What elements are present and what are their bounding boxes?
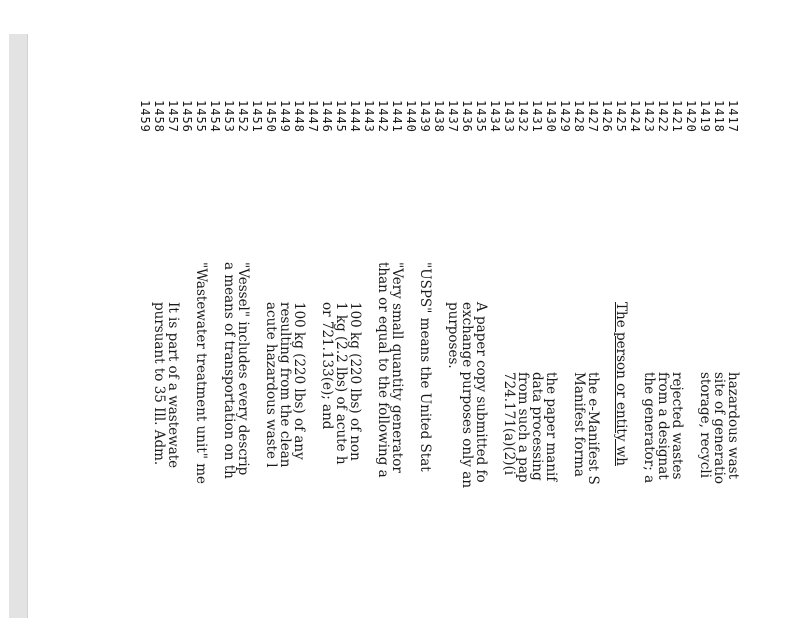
line-number: 1424 [628, 100, 642, 133]
line-1441 [390, 0, 404, 618]
line-text: a means of transportation on th [221, 262, 237, 479]
line-number: 1458 [152, 100, 166, 133]
line-1422 [656, 0, 670, 618]
line-number: 1450 [264, 100, 278, 133]
line-text: "Very small quantity generator [389, 262, 405, 473]
line-1420 [684, 0, 698, 618]
line-text: pursuant to 35 Ill. Adm. [151, 302, 167, 466]
line-number: 1456 [180, 100, 194, 133]
line-1417 [726, 0, 740, 618]
line-number: 1443 [362, 100, 376, 133]
line-1457 [166, 0, 180, 618]
line-number: 1442 [376, 100, 390, 133]
line-1435 [474, 0, 488, 618]
line-text: acute hazardous waste l [263, 302, 279, 468]
line-text: exchange purposes only an [459, 302, 475, 489]
line-number: 1451 [250, 100, 264, 133]
line-text: from such a pap [515, 372, 531, 483]
line-number: 1439 [418, 100, 432, 133]
line-1445 [334, 0, 348, 618]
line-number: 1459 [138, 100, 152, 133]
line-number: 1419 [698, 100, 712, 133]
line-text: hazardous wast [725, 372, 741, 479]
line-text: "Wastewater treatment unit" me [193, 262, 209, 485]
line-number: 1455 [194, 100, 208, 133]
line-text: The person or entity wh [613, 302, 629, 466]
line-number: 1418 [712, 100, 726, 133]
line-number: 1436 [460, 100, 474, 133]
line-number: 1430 [544, 100, 558, 133]
line-number: 1432 [516, 100, 530, 133]
line-1426 [600, 0, 614, 618]
line-number: 1448 [292, 100, 306, 133]
line-text: site of generatio [711, 372, 727, 485]
line-text: the generator; a [641, 372, 657, 484]
line-number: 1423 [642, 100, 656, 133]
line-1430 [544, 0, 558, 618]
line-1421 [670, 0, 684, 618]
line-text: It is part of a wastewate [165, 302, 181, 469]
line-number: 1440 [404, 100, 418, 133]
line-1440 [404, 0, 418, 618]
line-1451 [250, 0, 264, 618]
line-1429 [558, 0, 572, 618]
line-text: purposes. [445, 302, 461, 369]
line-number: 1428 [572, 100, 586, 133]
line-1456 [180, 0, 194, 618]
line-1447 [306, 0, 320, 618]
line-1434 [488, 0, 502, 618]
line-number: 1434 [488, 100, 502, 133]
line-number: 1437 [446, 100, 460, 133]
line-number: 1427 [586, 100, 600, 133]
line-text: 100 kg (220 lbs) of any [291, 302, 307, 460]
line-text: resulting from the clean [277, 302, 293, 468]
line-number: 1445 [334, 100, 348, 133]
line-number: 1453 [222, 100, 236, 133]
line-1433 [502, 0, 516, 618]
line-number: 1454 [208, 100, 222, 133]
line-text: 724.171(a)(2)(i [501, 372, 517, 476]
line-1443 [362, 0, 376, 618]
line-1428 [572, 0, 586, 618]
line-number: 1422 [656, 100, 670, 133]
line-text: 1 kg (2.2 lbs) of acute h [333, 302, 349, 465]
line-1455 [194, 0, 208, 618]
line-number: 1433 [502, 100, 516, 133]
line-1452 [236, 0, 250, 618]
line-text: "USPS" means the United Stat [417, 262, 433, 472]
line-1449 [278, 0, 292, 618]
line-number: 1420 [684, 100, 698, 133]
line-1446 [320, 0, 334, 618]
line-number: 1444 [348, 100, 362, 133]
line-1458 [152, 0, 166, 618]
line-text: A paper copy submitted fo [473, 302, 489, 483]
line-1439 [418, 0, 432, 618]
line-text: 100 kg (220 lbs) of non [347, 302, 363, 461]
line-text: rejected wastes [669, 372, 685, 480]
line-number: 1447 [306, 100, 320, 133]
line-number: 1441 [390, 100, 404, 133]
line-1436 [460, 0, 474, 618]
line-1431 [530, 0, 544, 618]
line-1444 [348, 0, 362, 618]
line-text: Manifest forma [571, 372, 587, 477]
line-text: or 721.133(e); and [319, 302, 335, 430]
line-number: 1421 [670, 100, 684, 133]
line-1448 [292, 0, 306, 618]
line-text: than or equal to the following a [375, 262, 391, 478]
line-1424 [628, 0, 642, 618]
line-text: storage, recycli [697, 372, 713, 479]
line-number: 1429 [558, 100, 572, 133]
line-1419 [698, 0, 712, 618]
line-number: 1435 [474, 100, 488, 133]
line-1454 [208, 0, 222, 618]
line-1438 [432, 0, 446, 618]
line-number: 1417 [726, 100, 740, 133]
line-1459 [138, 0, 152, 618]
line-number: 1431 [530, 100, 544, 133]
line-1437 [446, 0, 460, 618]
line-number: 1452 [236, 100, 250, 133]
line-1425 [614, 0, 628, 618]
line-text: the paper manif [543, 372, 559, 482]
line-1432 [516, 0, 530, 618]
line-number: 1426 [600, 100, 614, 133]
line-1453 [222, 0, 236, 618]
line-text: from a designat [655, 372, 671, 480]
line-1450 [264, 0, 278, 618]
line-text: the e-Manifest S [585, 372, 601, 485]
line-1423 [642, 0, 656, 618]
line-text: "Vessel" includes every descrip [235, 262, 251, 476]
line-text: data processing [529, 372, 545, 481]
line-number: 1438 [432, 100, 446, 133]
line-number: 1457 [166, 100, 180, 133]
line-number: 1425 [614, 100, 628, 133]
line-1418 [712, 0, 726, 618]
line-number: 1446 [320, 100, 334, 133]
line-1427 [586, 0, 600, 618]
line-number: 1449 [278, 100, 292, 133]
line-1442 [376, 0, 390, 618]
